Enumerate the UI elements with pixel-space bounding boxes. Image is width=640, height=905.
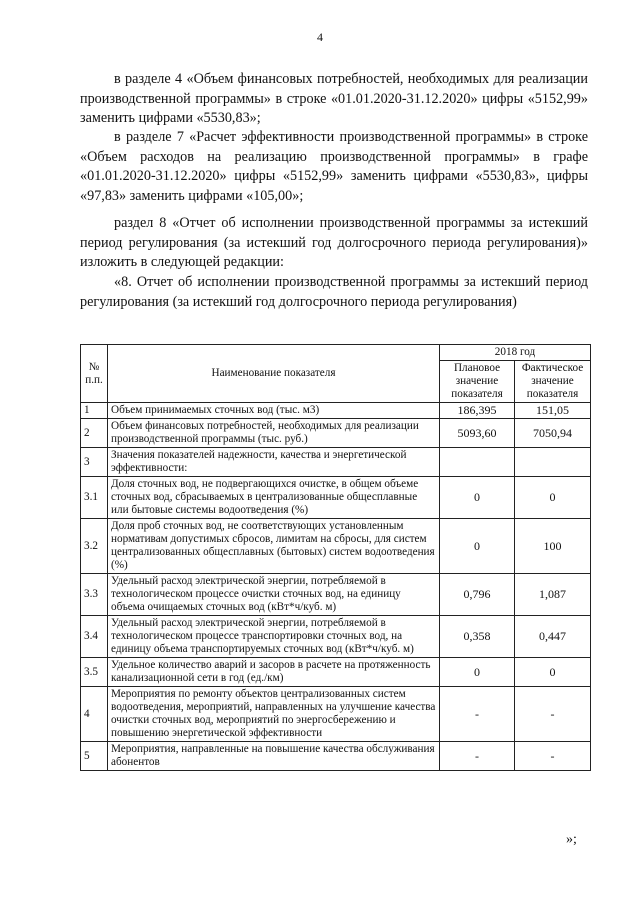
row-name: Мероприятия по ремонту объектов централизованных систем водоотведения, мероприятий, направленных на улучшение качества очистки сточных вод, мероприятий по энергосбережению и повышению энергетической эффективности (108, 687, 440, 742)
row-actual: 151,05 (515, 403, 591, 419)
row-actual: - (515, 687, 591, 742)
row-actual: 0 (515, 658, 591, 687)
row-planned: 5093,60 (440, 419, 515, 448)
row-num: 3.1 (81, 477, 108, 519)
row-planned: 186,395 (440, 403, 515, 419)
row-planned: 0,796 (440, 574, 515, 616)
row-planned (440, 448, 515, 477)
table-row (81, 574, 591, 616)
row-actual: 100 (515, 519, 591, 574)
row-name: Удельный расход электрической энергии, потребляемой в технологическом процессе транспортировки сточных вод, на единицу объема транспортируемых сточных вод (кВт*ч/куб. м) (108, 616, 440, 658)
row-num: 3.2 (81, 519, 108, 574)
report-table (80, 344, 591, 771)
row-name: Удельный расход электрической энергии, потребляемой в технологическом процессе очистки сточных вод, на единицу объема очищаемых сточных вод (кВт*ч/куб. м) (108, 574, 440, 616)
row-num: 2 (81, 419, 108, 448)
row-name: Доля проб сточных вод, не соответствующих установленным нормативам допустимых сбросов, лимитам на сбросы, для систем централизованных общесплавных (бытовых) систем водоотведения (%) (108, 519, 440, 574)
page-number: 4 (317, 30, 323, 44)
paragraph-section-8: раздел 8 «Отчет об исполнении производственной программы за истекший период регулирования (за истекший год долгосрочного периода регулирования)» изложить в следующей редакции: (80, 215, 588, 270)
table-header-row (81, 345, 591, 361)
table-row (81, 658, 591, 687)
paragraph-report-title: «8. Отчет об исполнении производственной программы за истекший период регулирования (за истекший год долгосрочного периода регулирования) (80, 274, 588, 310)
closing-quote: »; (566, 832, 577, 847)
paragraph-section-7: в разделе 7 «Расчет эффективности производственной программы» в строке «Объем расходов на реализацию производственной программы» в графе «01.01.2020-31.12.2020» цифры «5152,99» заменить цифрами «5530,83», цифры «97,83» заменить цифрами «105,00»; (80, 129, 588, 204)
header-name: Наименование показателя (108, 345, 440, 403)
table-row (81, 616, 591, 658)
table-row (81, 403, 591, 419)
row-name: Мероприятия, направленные на повышение качества обслуживания абонентов (108, 742, 440, 771)
row-actual: - (515, 742, 591, 771)
row-name: Значения показателей надежности, качества и энергетической эффективности: (108, 448, 440, 477)
table-row (81, 448, 591, 477)
row-actual: 7050,94 (515, 419, 591, 448)
header-year: 2018 год (440, 345, 591, 361)
row-name: Объем принимаемых сточных вод (тыс. м3) (108, 403, 440, 419)
table-row (81, 519, 591, 574)
row-actual: 0 (515, 477, 591, 519)
row-num: 3.5 (81, 658, 108, 687)
row-planned: 0 (440, 519, 515, 574)
row-num: 3.3 (81, 574, 108, 616)
row-planned: 0 (440, 658, 515, 687)
table-row (81, 687, 591, 742)
row-num: 3.4 (81, 616, 108, 658)
header-actual: Фактическое значение показателя (515, 361, 591, 403)
table-row (81, 419, 591, 448)
header-planned: Плановое значение показателя (440, 361, 515, 403)
row-planned: 0 (440, 477, 515, 519)
row-actual (515, 448, 591, 477)
row-num: 4 (81, 687, 108, 742)
row-name: Доля сточных вод, не подвергающихся очистке, в общем объеме сточных вод, сбрасываемых в централизованные общесплавные или бытовые системы водоотведения (%) (108, 477, 440, 519)
row-num: 1 (81, 403, 108, 419)
row-actual: 0,447 (515, 616, 591, 658)
row-planned: 0,358 (440, 616, 515, 658)
header-num: № п.п. (81, 345, 108, 403)
row-num: 5 (81, 742, 108, 771)
row-name: Удельное количество аварий и засоров в расчете на протяженность канализационной сети в год (ед./км) (108, 658, 440, 687)
table-row (81, 742, 591, 771)
table-row (81, 477, 591, 519)
row-num: 3 (81, 448, 108, 477)
row-name: Объем финансовых потребностей, необходимых для реализации производственной программы (тыс. руб.) (108, 419, 440, 448)
row-planned: - (440, 742, 515, 771)
paragraph-section-4: в разделе 4 «Объем финансовых потребностей, необходимых для реализации производственной программы» в строке «01.01.2020-31.12.2020» цифры «5152,99» заменить цифрами «5530,83»; (80, 71, 588, 126)
row-actual: 1,087 (515, 574, 591, 616)
row-planned: - (440, 687, 515, 742)
